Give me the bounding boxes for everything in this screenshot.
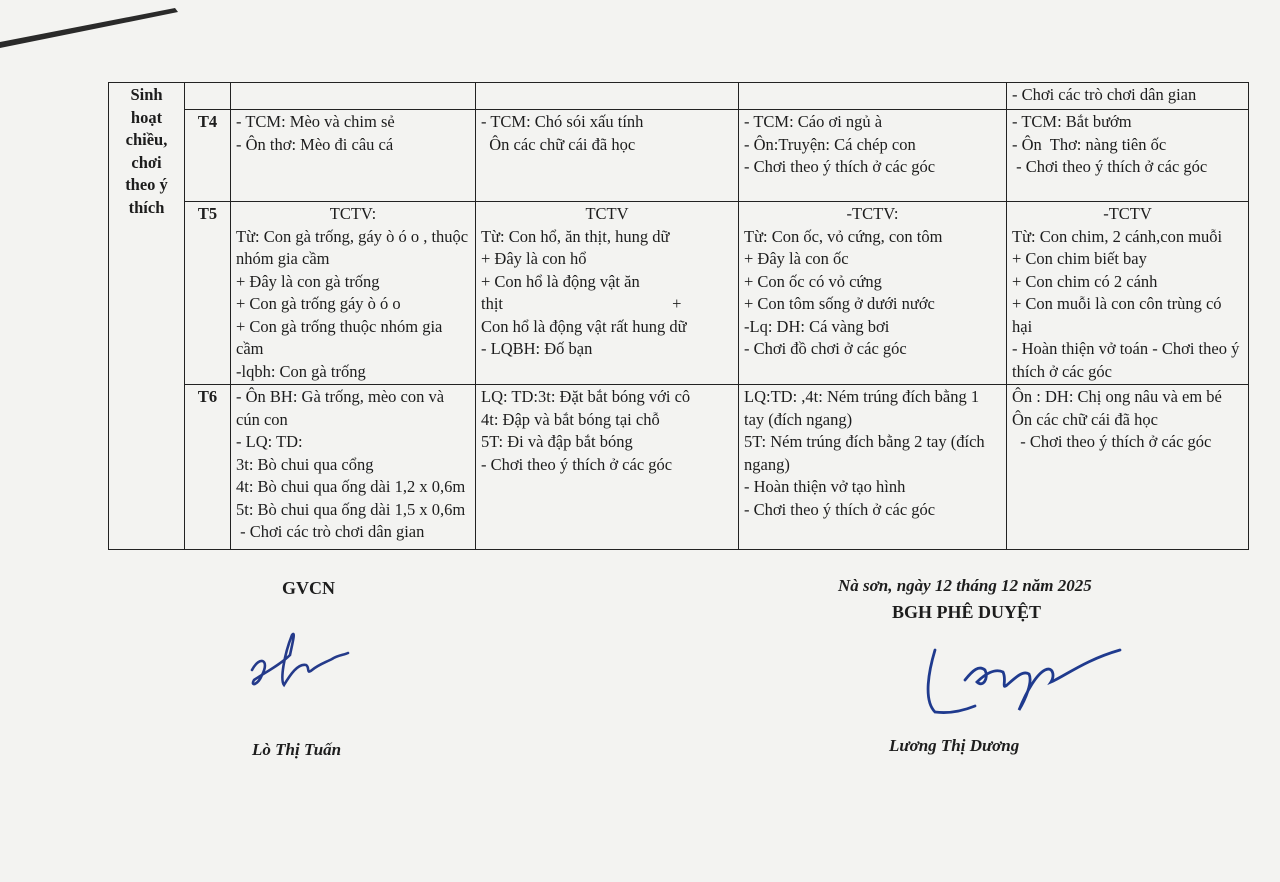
cell-line: - LQ: TD:	[236, 432, 303, 451]
schedule-cell	[476, 385, 739, 550]
schedule-cell	[231, 385, 476, 550]
day-label: T6	[185, 385, 231, 550]
table-row-t5	[109, 202, 1249, 385]
cell-line: - Chơi theo ý thích ở các góc	[744, 157, 936, 176]
cell-line: - TCM: Mèo và chim sẻ	[236, 112, 395, 131]
cell-line: -Lq: DH: Cá vàng bơi	[744, 316, 890, 336]
cell-line: - Chơi đồ chơi ở các góc	[744, 339, 907, 358]
group-label-line: hoạt	[130, 107, 163, 127]
cell-line: - Chơi theo ý thích ở các góc	[1012, 157, 1208, 176]
cell-line: LQ:TD: ,4t: Ném trúng đích bằng 1 tay (đích ngang)	[744, 387, 984, 429]
cell-line: 3t: Bò chui qua cổng	[236, 454, 374, 474]
cell-line: - Chơi theo ý thích ở các góc	[481, 454, 673, 474]
day-label: T5	[185, 202, 231, 385]
schedule-cell	[739, 110, 1007, 202]
cell-line: - Hoàn thiện vở tạo hình	[744, 477, 906, 496]
schedule-cell	[231, 110, 476, 202]
cell-line: -TCTV	[1103, 204, 1152, 223]
schedule-cell	[231, 202, 476, 385]
cell-line: - Ôn:Truyện: Cá chép con	[744, 134, 916, 154]
schedule-cell	[231, 83, 476, 110]
principal-name: Lương Thị Dương	[889, 736, 1020, 755]
schedule-cell	[739, 83, 1007, 110]
cell-line: - Hoàn thiện vở toán - Chơi theo ý thích ở các góc	[1012, 339, 1244, 381]
cell-line: -TCTV:	[846, 204, 899, 223]
cell-line: thịt +	[481, 294, 682, 313]
table-row-t6	[109, 385, 1249, 550]
cell-line: + Đây là con gà trống	[236, 271, 380, 291]
schedule-cell	[1007, 110, 1249, 202]
cell-line: - Chơi theo ý thích ở các góc	[1012, 432, 1212, 451]
cell-line: + Con chim có 2 cánh	[1012, 271, 1158, 291]
group-label-line: Sinh	[130, 85, 163, 104]
scan-corner-mark	[0, 0, 200, 50]
cell-line: + Con gà trống gáy ò ó o	[236, 294, 401, 313]
cell-line: - TCM: Chó sói xấu tính	[481, 112, 644, 131]
cell-line: 4t: Bò chui qua ống dài 1,2 x 0,6m	[236, 477, 466, 496]
cell-line: Con hổ là động vật rất hung dữ	[481, 316, 687, 336]
group-label-line: thích	[128, 197, 165, 217]
cell-line: - TCM: Cáo ơi ngủ à	[744, 112, 883, 131]
cell-line: + Con tôm sống ở dưới nước	[744, 294, 935, 313]
table-row-top	[109, 83, 1249, 110]
cell-line: Từ: Con gà trống, gáy ò ó o , thuộc nhóm gia cầm	[236, 226, 473, 268]
group-label-line: chiều,	[125, 130, 168, 149]
group-label-line: theo ý	[125, 175, 168, 194]
cell-line: + Đây là con ốc	[744, 249, 849, 268]
schedule-cell	[739, 202, 1007, 385]
cell-line: - LQBH: Đố bạn	[481, 339, 593, 358]
cell-line: - Chơi các trò chơi dân gian	[1012, 85, 1197, 104]
schedule-cell	[476, 202, 739, 385]
teacher-signature-image	[240, 625, 360, 705]
group-label-line: chơi	[131, 152, 162, 172]
cell-line: Từ: Con ốc, vỏ cứng, con tôm	[744, 226, 943, 246]
schedule-cell	[1007, 385, 1249, 550]
board-approval-title: BGH PHÊ DUYỆT	[892, 602, 1042, 622]
table-row-t4	[109, 110, 1249, 202]
cell-line: 5t: Bò chui qua ống dài 1,5 x 0,6m	[236, 499, 466, 519]
cell-line: Ôn các chữ cái đã học	[1012, 409, 1158, 429]
schedule-cell	[739, 385, 1007, 550]
cell-line: - Ôn thơ: Mèo đi câu cá	[236, 134, 394, 154]
cell-line: - Ôn BH: Gà trống, mèo con và cún con	[236, 387, 449, 429]
cell-line: -lqbh: Con gà trống	[236, 361, 366, 381]
cell-line: 5T: Ném trúng đích bằng 2 tay (đích ngang)	[744, 432, 989, 474]
schedule-cell	[1007, 202, 1249, 385]
cell-line: TCTV:	[329, 204, 377, 223]
homeroom-teacher-title: GVCN	[282, 578, 335, 598]
schedule-cell	[476, 110, 739, 202]
cell-line: + Đây là con hổ	[481, 249, 587, 268]
cell-line: + Con hổ là động vật ăn	[481, 271, 640, 291]
cell-line: + Con chim biết bay	[1012, 249, 1147, 268]
schedule-cell	[476, 83, 739, 110]
cell-line: - Ôn Thơ: nàng tiên ốc	[1012, 134, 1167, 154]
cell-line: - Chơi các trò chơi dân gian	[236, 522, 425, 541]
cell-line: - TCM: Bắt bướm	[1012, 112, 1132, 131]
principal-signature-image	[915, 630, 1125, 722]
cell-line: Ôn các chữ cái đã học	[481, 134, 636, 154]
cell-line: Từ: Con chim, 2 cánh,con muỗi	[1012, 226, 1223, 246]
cell-line: Từ: Con hổ, ăn thịt, hung dữ	[481, 226, 670, 246]
cell-line: + Con muỗi là con côn trùng có hại	[1012, 294, 1226, 336]
cell-line: - Chơi theo ý thích ở các góc	[744, 499, 936, 519]
group-label-cell	[109, 83, 185, 550]
schedule-cell	[1007, 83, 1249, 110]
cell-line: 4t: Đập và bắt bóng tại chỗ	[481, 409, 660, 429]
day-cell-empty	[185, 83, 231, 110]
cell-line: 5T: Đi và đập bắt bóng	[481, 432, 633, 451]
day-label: T4	[185, 110, 231, 202]
signing-date: Nà sơn, ngày 12 tháng 12 năm 2025	[838, 576, 1092, 595]
schedule-table	[108, 82, 1249, 550]
cell-line: TCTV	[585, 204, 629, 223]
cell-line: Ôn : DH: Chị ong nâu và em bé	[1012, 387, 1222, 406]
cell-line: + Con gà trống thuộc nhóm gia cầm	[236, 316, 447, 358]
cell-line: + Con ốc có vỏ cứng	[744, 271, 882, 291]
teacher-name: Lò Thị Tuấn	[252, 740, 342, 759]
cell-line: LQ: TD:3t: Đặt bắt bóng với cô	[481, 387, 691, 406]
